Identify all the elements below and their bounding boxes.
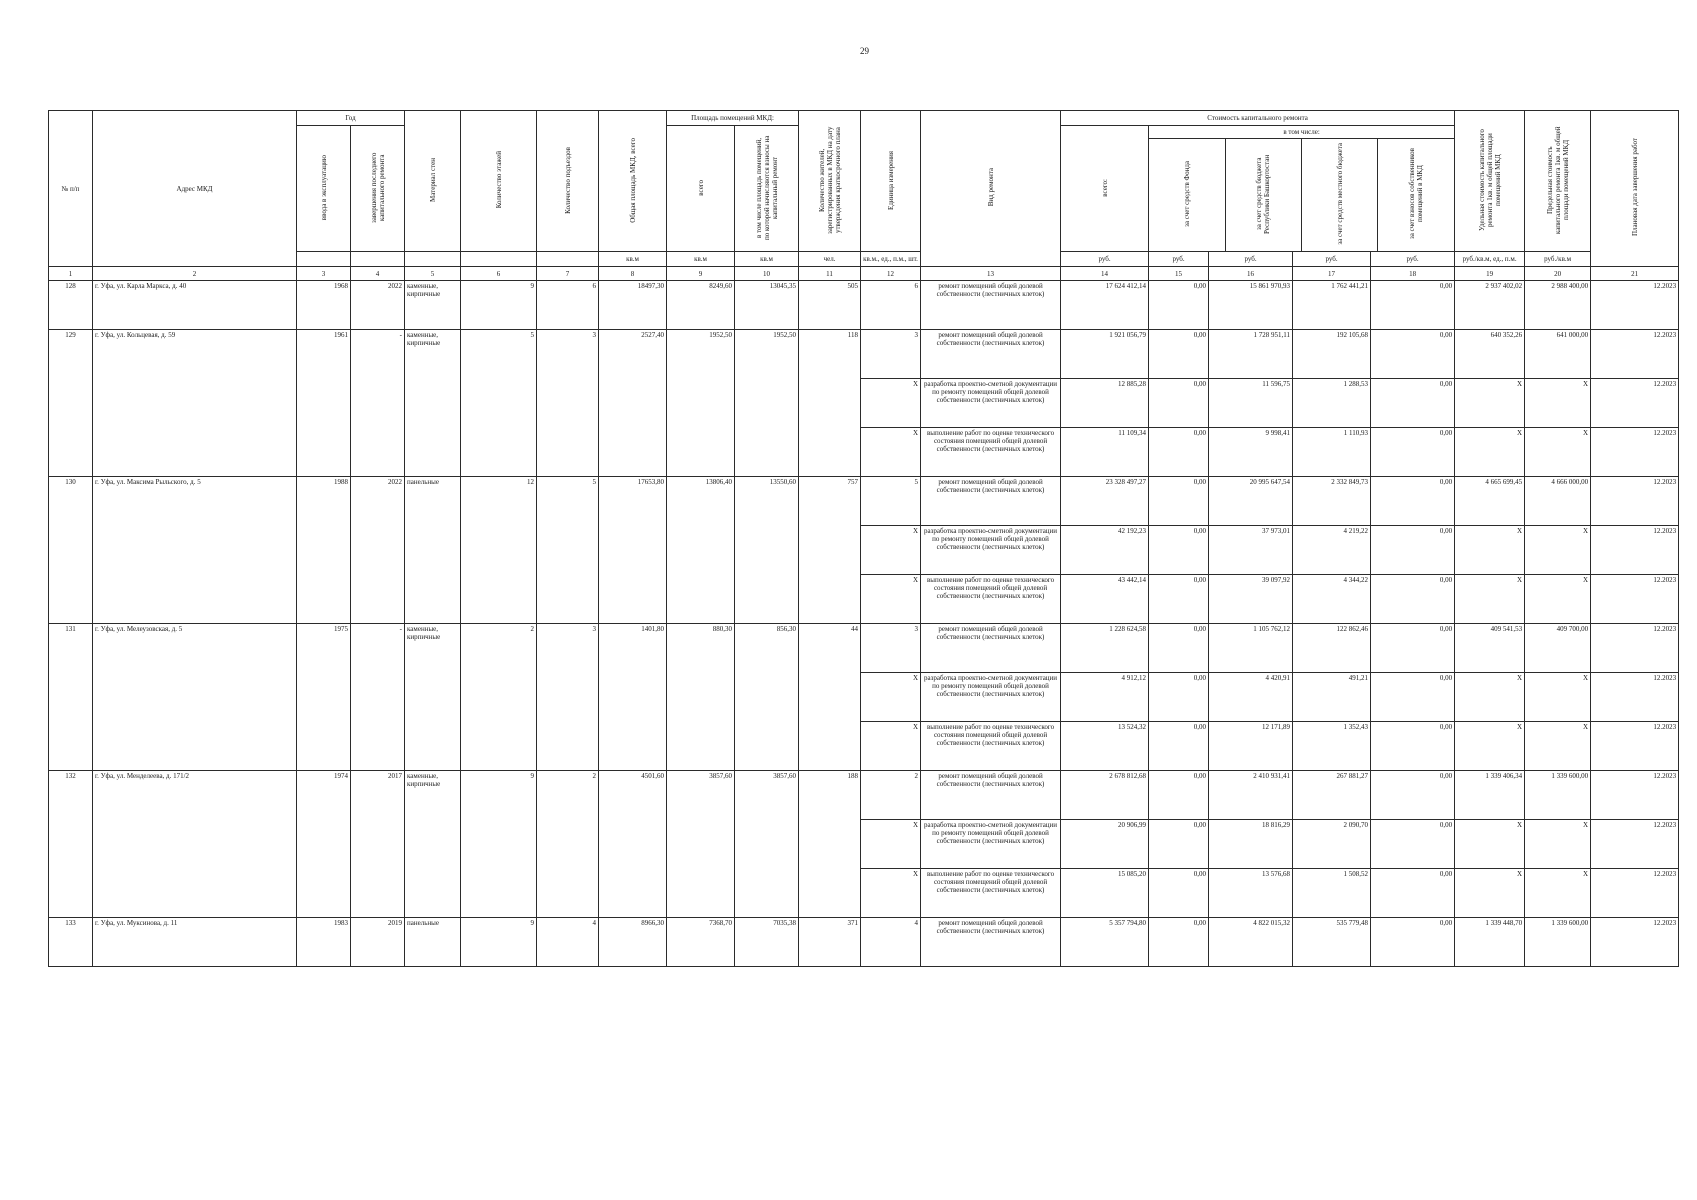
cost-fund: 0,00 [1149,526,1209,575]
table-body [49,281,1679,967]
total-area: 4501,60 [599,771,667,918]
area-contrib: 13045,35 [735,281,799,330]
header-material: Материал стен [405,111,461,252]
work-unit: 4 [861,918,921,967]
unit-cell: руб. [1061,252,1149,267]
column-number: 11 [799,267,861,281]
wall-material: каменные, кирпичные [405,771,461,918]
unit-cost: X [1455,379,1525,428]
cost-total: 1 921 056,79 [1061,330,1149,379]
unit-cost: 4 665 699,45 [1455,477,1525,526]
header-year-built: ввода в эксплуатацию [297,126,351,252]
unit-cost: X [1455,820,1525,869]
unit-cell: руб./кв.м [1525,252,1591,267]
year-built: 1983 [297,918,351,967]
unit-cost: X [1455,526,1525,575]
max-cost: X [1525,722,1591,771]
cost-owners: 0,00 [1371,624,1455,673]
cost-fund: 0,00 [1149,820,1209,869]
year-repair: 2022 [351,477,405,624]
area-contrib: 13550,60 [735,477,799,624]
cost-total: 15 085,20 [1061,869,1149,918]
column-number: 10 [735,267,799,281]
work-unit: X [861,575,921,624]
max-cost: X [1525,673,1591,722]
house-address: г. Уфа, ул. Менделеева, д. 171/2 [93,771,297,918]
end-date: 12.2023 [1591,673,1679,722]
cost-fund: 0,00 [1149,281,1209,330]
max-cost: X [1525,379,1591,428]
max-cost: 2 988 400,00 [1525,281,1591,330]
repair-type: разработка проектно-сметной документации по ремонту помещений общей долевой собственности (лестничных клеток) [921,673,1061,722]
unit-cost: 1 339 406,34 [1455,771,1525,820]
house-number: 130 [49,477,93,624]
cost-total: 12 885,28 [1061,379,1149,428]
unit-cell: кв.м [735,252,799,267]
work-unit: X [861,526,921,575]
header-year-group: Год [297,111,405,126]
repair-type: разработка проектно-сметной документации по ремонту помещений общей долевой собственности (лестничных клеток) [921,526,1061,575]
repair-type: выполнение работ по оценке технического состояния помещений общей долевой собственности (лестничных клеток) [921,722,1061,771]
total-area: 18497,30 [599,281,667,330]
unit-cell: кв.м [599,252,667,267]
work-unit: X [861,869,921,918]
end-date: 12.2023 [1591,869,1679,918]
header-fund: за счет средств Фонда [1149,139,1225,252]
year-repair: 2017 [351,771,405,918]
floors: 2 [461,624,537,771]
column-number: 6 [461,267,537,281]
end-date: 12.2023 [1591,820,1679,869]
unit-cost: 409 541,53 [1455,624,1525,673]
max-cost: 1 339 600,00 [1525,918,1591,967]
header-num: № п/п [49,111,93,267]
column-number: 1 [49,267,93,281]
table-row [49,771,1679,820]
repair-register-table [48,110,1679,967]
header-cost-total: всего: [1061,126,1149,252]
cost-owners: 0,00 [1371,526,1455,575]
entrances: 2 [537,771,599,918]
cost-rb-budget: 12 171,89 [1209,722,1293,771]
floors: 9 [461,281,537,330]
work-unit: 2 [861,771,921,820]
cost-fund: 0,00 [1149,575,1209,624]
cost-fund: 0,00 [1149,869,1209,918]
column-number: 20 [1525,267,1591,281]
area-all: 7368,70 [667,918,735,967]
cost-fund: 0,00 [1149,330,1209,379]
cost-fund: 0,00 [1149,624,1209,673]
cost-owners: 0,00 [1371,869,1455,918]
house-address: г. Уфа, ул. Мелеузовская, д. 5 [93,624,297,771]
year-repair: 2022 [351,281,405,330]
cost-fund: 0,00 [1149,673,1209,722]
cost-rb-budget: 4 822 015,32 [1209,918,1293,967]
residents: 118 [799,330,861,477]
unit-cell: руб. [1371,252,1455,267]
end-date: 12.2023 [1591,624,1679,673]
repair-type: выполнение работ по оценке технического состояния помещений общей долевой собственности (лестничных клеток) [921,869,1061,918]
cost-local-budget: 1 762 441,21 [1293,281,1371,330]
year-built: 1988 [297,477,351,624]
total-area: 2527,40 [599,330,667,477]
entrances: 3 [537,330,599,477]
work-unit: X [861,673,921,722]
repair-type: ремонт помещений общей долевой собственности (лестничных клеток) [921,771,1061,820]
header-date: Плановая дата завершения работ [1591,111,1679,267]
area-contrib: 3857,60 [735,771,799,918]
column-number: 8 [599,267,667,281]
unit-cell: кв.м., ед., п.м., шт. [861,252,921,267]
cost-rb-budget: 15 861 970,93 [1209,281,1293,330]
header-area-all: всего [667,126,735,252]
area-all: 8249,60 [667,281,735,330]
floors: 12 [461,477,537,624]
header-cost-group: Стоимость капитального ремонта [1061,111,1455,126]
cost-local-budget: 267 881,27 [1293,771,1371,820]
cost-total: 11 109,34 [1061,428,1149,477]
column-number-row [49,267,1679,281]
unit-cost: X [1455,575,1525,624]
cost-total: 23 328 497,27 [1061,477,1149,526]
cost-total: 42 192,23 [1061,526,1149,575]
cost-total: 2 678 812,68 [1061,771,1149,820]
header-incl-group: в том числе: [1149,126,1454,139]
cost-rb-budget: 18 816,29 [1209,820,1293,869]
end-date: 12.2023 [1591,722,1679,771]
page-number: 29 [860,46,869,56]
table-row [49,281,1679,330]
column-number: 2 [93,267,297,281]
work-unit: X [861,820,921,869]
cost-rb-budget: 13 576,68 [1209,869,1293,918]
unit-cost: X [1455,869,1525,918]
cost-local-budget: 1 508,52 [1293,869,1371,918]
area-all: 13806,40 [667,477,735,624]
end-date: 12.2023 [1591,330,1679,379]
column-number: 13 [921,267,1061,281]
header-rb-budget: за счет средств бюджета Республики Башкортостан [1225,139,1301,252]
column-number: 15 [1149,267,1209,281]
cost-owners: 0,00 [1371,281,1455,330]
table-row [49,918,1679,967]
column-number: 12 [861,267,921,281]
cost-local-budget: 2 090,70 [1293,820,1371,869]
house-address: г. Уфа, ул. Кольцевая, д. 59 [93,330,297,477]
unit-cell: руб./кв.м, ед., п.м. [1455,252,1525,267]
year-repair: 2019 [351,918,405,967]
cost-total: 43 442,14 [1061,575,1149,624]
year-repair: - [351,624,405,771]
unit-cell: руб. [1209,252,1293,267]
header-unit-cost: Удельная стоимость капитального ремонта 1кв. м общей площади помещений МКД [1455,111,1525,252]
end-date: 12.2023 [1591,526,1679,575]
repair-type: ремонт помещений общей долевой собственности (лестничных клеток) [921,918,1061,967]
repair-type: выполнение работ по оценке технического состояния помещений общей долевой собственности (лестничных клеток) [921,575,1061,624]
column-number: 17 [1293,267,1371,281]
unit-cost: X [1455,722,1525,771]
unit-cost: 640 352,26 [1455,330,1525,379]
wall-material: панельные [405,477,461,624]
repair-type: ремонт помещений общей долевой собственности (лестничных клеток) [921,624,1061,673]
work-unit: 3 [861,330,921,379]
cost-rb-budget: 20 995 647,54 [1209,477,1293,526]
column-number: 19 [1455,267,1525,281]
year-built: 1961 [297,330,351,477]
cost-local-budget: 4 219,22 [1293,526,1371,575]
floors: 9 [461,918,537,967]
end-date: 12.2023 [1591,379,1679,428]
cost-owners: 0,00 [1371,428,1455,477]
header-max-cost: Предельная стоимость капитального ремонта 1кв. м общей площади помещений МКД [1525,111,1591,252]
cost-owners: 0,00 [1371,673,1455,722]
column-number: 4 [351,267,405,281]
floors: 5 [461,330,537,477]
header-repair-type: Вид ремонта [921,111,1061,267]
entrances: 5 [537,477,599,624]
area-contrib: 856,30 [735,624,799,771]
house-number: 133 [49,918,93,967]
house-number: 131 [49,624,93,771]
house-address: г. Уфа, ул. Максима Рыльского, д. 5 [93,477,297,624]
area-all: 1952,50 [667,330,735,477]
residents: 188 [799,771,861,918]
unit-cell: руб. [1293,252,1371,267]
header-year-repair: завершения последнего капитального ремонта [351,126,405,252]
column-number: 18 [1371,267,1455,281]
cost-total: 1 228 624,58 [1061,624,1149,673]
max-cost: 409 700,00 [1525,624,1591,673]
end-date: 12.2023 [1591,918,1679,967]
cost-total: 13 524,32 [1061,722,1149,771]
header-address: Адрес МКД [93,111,297,267]
cost-local-budget: 122 862,46 [1293,624,1371,673]
work-unit: 3 [861,624,921,673]
end-date: 12.2023 [1591,428,1679,477]
unit-cell: чел. [799,252,861,267]
cost-owners: 0,00 [1371,379,1455,428]
cost-local-budget: 535 779,48 [1293,918,1371,967]
repair-type: выполнение работ по оценке технического состояния помещений общей долевой собственности (лестничных клеток) [921,428,1061,477]
house-number: 132 [49,771,93,918]
house-number: 129 [49,330,93,477]
house-address: г. Уфа, ул. Карла Маркса, д. 40 [93,281,297,330]
cost-fund: 0,00 [1149,722,1209,771]
work-unit: 5 [861,477,921,526]
header-residents: Количество жителей, зарегистрированных в МКД на дату утверждения краткосрочного плана [799,111,861,252]
max-cost: 1 339 600,00 [1525,771,1591,820]
repair-type: разработка проектно-сметной документации по ремонту помещений общей долевой собственности (лестничных клеток) [921,820,1061,869]
cost-rb-budget: 1 728 951,11 [1209,330,1293,379]
cost-fund: 0,00 [1149,477,1209,526]
max-cost: X [1525,428,1591,477]
cost-rb-budget: 2 410 931,41 [1209,771,1293,820]
cost-owners: 0,00 [1371,722,1455,771]
entrances: 6 [537,281,599,330]
table-row [49,477,1679,526]
column-number: 5 [405,267,461,281]
cost-local-budget: 1 352,43 [1293,722,1371,771]
unit-cell: кв.м [667,252,735,267]
header-floors: Количество этажей [461,111,537,252]
column-number: 21 [1591,267,1679,281]
header-total-area: Общая площадь МКД, всего [599,111,667,252]
area-all: 3857,60 [667,771,735,918]
header-owners: за счет взносов собственников помещений в МКД [1408,148,1425,240]
end-date: 12.2023 [1591,575,1679,624]
cost-local-budget: 2 332 849,73 [1293,477,1371,526]
year-built: 1974 [297,771,351,918]
repair-type: разработка проектно-сметной документации по ремонту помещений общей долевой собственности (лестничных клеток) [921,379,1061,428]
cost-local-budget: 1 288,53 [1293,379,1371,428]
total-area: 8966,30 [599,918,667,967]
area-contrib: 1952,50 [735,330,799,477]
wall-material: каменные, кирпичные [405,624,461,771]
cost-rb-budget: 9 998,41 [1209,428,1293,477]
cost-local-budget: 192 105,68 [1293,330,1371,379]
cost-rb-budget: 11 596,75 [1209,379,1293,428]
max-cost: X [1525,526,1591,575]
header-entrances: Количество подъездов [537,111,599,252]
cost-local-budget: 1 110,93 [1293,428,1371,477]
cost-total: 4 912,12 [1061,673,1149,722]
entrances: 4 [537,918,599,967]
total-area: 1401,80 [599,624,667,771]
unit-cost: 2 937 402,02 [1455,281,1525,330]
column-number: 9 [667,267,735,281]
header-area-contrib: в том числе площадь помещений, по которой начисляются взносы на капитальный ремонт [735,126,799,252]
residents: 757 [799,477,861,624]
unit-cost: X [1455,428,1525,477]
cost-local-budget: 4 344,22 [1293,575,1371,624]
header-unit: Единица измерения [861,111,921,252]
residents: 371 [799,918,861,967]
area-all: 880,30 [667,624,735,771]
column-number: 7 [537,267,599,281]
unit-cost: 1 339 448,70 [1455,918,1525,967]
unit-cell: руб. [1149,252,1209,267]
house-number: 128 [49,281,93,330]
max-cost: 4 666 000,00 [1525,477,1591,526]
floors: 9 [461,771,537,918]
header-local-budget: за счет средств местного бюджета [1302,139,1378,252]
column-number: 3 [297,267,351,281]
house-address: г. Уфа, ул. Муксинова, д. 11 [93,918,297,967]
repair-type: ремонт помещений общей долевой собственности (лестничных клеток) [921,330,1061,379]
max-cost: X [1525,820,1591,869]
header-area-group: Площадь помещений МКД: [667,111,799,126]
work-unit: 6 [861,281,921,330]
work-unit: X [861,722,921,771]
entrances: 3 [537,624,599,771]
cost-fund: 0,00 [1149,918,1209,967]
cost-owners: 0,00 [1371,918,1455,967]
unit-cost: X [1455,673,1525,722]
column-number: 16 [1209,267,1293,281]
work-unit: X [861,428,921,477]
total-area: 17653,80 [599,477,667,624]
cost-owners: 0,00 [1371,771,1455,820]
cost-total: 5 357 794,80 [1061,918,1149,967]
cost-fund: 0,00 [1149,771,1209,820]
table-row [49,624,1679,673]
repair-type: ремонт помещений общей долевой собственности (лестничных клеток) [921,477,1061,526]
end-date: 12.2023 [1591,771,1679,820]
cost-total: 17 624 412,14 [1061,281,1149,330]
column-number: 14 [1061,267,1149,281]
max-cost: 641 000,00 [1525,330,1591,379]
cost-rb-budget: 37 973,01 [1209,526,1293,575]
cost-owners: 0,00 [1371,477,1455,526]
cost-owners: 0,00 [1371,330,1455,379]
cost-rb-budget: 39 097,92 [1209,575,1293,624]
work-unit: X [861,379,921,428]
wall-material: панельные [405,918,461,967]
end-date: 12.2023 [1591,281,1679,330]
wall-material: каменные, кирпичные [405,281,461,330]
max-cost: X [1525,575,1591,624]
repair-type: ремонт помещений общей долевой собственности (лестничных клеток) [921,281,1061,330]
cost-rb-budget: 4 420,91 [1209,673,1293,722]
cost-total: 20 906,99 [1061,820,1149,869]
year-repair: - [351,330,405,477]
year-built: 1975 [297,624,351,771]
residents: 505 [799,281,861,330]
cost-owners: 0,00 [1371,575,1455,624]
table-row [49,330,1679,379]
cost-fund: 0,00 [1149,379,1209,428]
end-date: 12.2023 [1591,477,1679,526]
wall-material: каменные, кирпичные [405,330,461,477]
cost-fund: 0,00 [1149,428,1209,477]
year-built: 1968 [297,281,351,330]
cost-owners: 0,00 [1371,820,1455,869]
cost-rb-budget: 1 105 762,12 [1209,624,1293,673]
residents: 44 [799,624,861,771]
area-contrib: 7035,38 [735,918,799,967]
cost-local-budget: 491,21 [1293,673,1371,722]
max-cost: X [1525,869,1591,918]
